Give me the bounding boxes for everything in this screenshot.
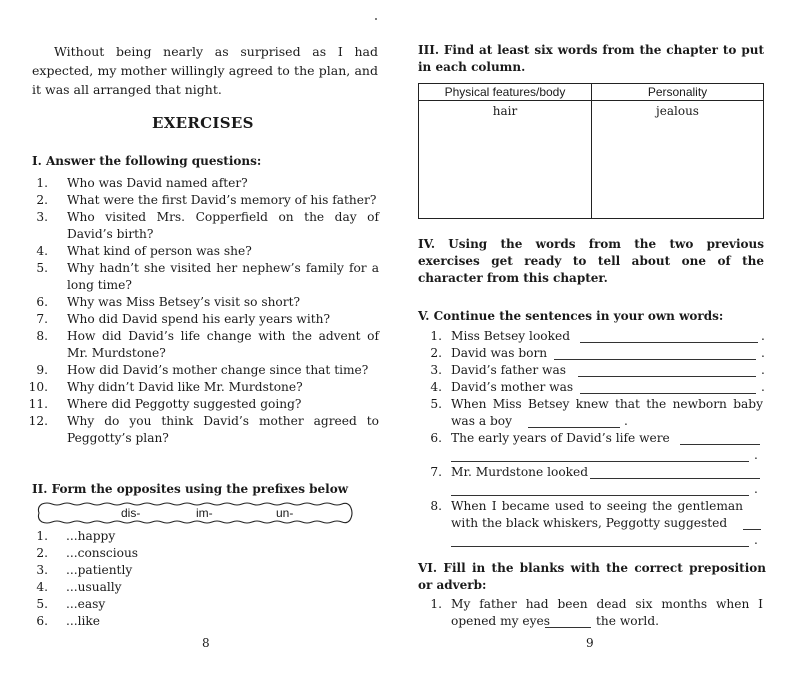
list-item: 6. ...like — [36, 614, 101, 628]
list-item: 3. ...patiently — [36, 563, 133, 577]
exercises-heading: EXERCISES — [152, 114, 254, 132]
list-item: 1. Who was David named after? — [36, 176, 248, 190]
list-item: 7. Mr. Murdstone looked . — [418, 464, 768, 498]
questions-list — [26, 175, 379, 447]
table-cell-personality: jealous — [592, 101, 764, 219]
list-item: 6. The early years of David’s life were . — [418, 430, 768, 464]
sentences-list — [418, 328, 768, 549]
list-item: 2. David was born . — [430, 346, 765, 360]
answer-blank[interactable] — [743, 518, 761, 530]
list-item: 1. My father had been dead six months when I opened my eyes the world. — [430, 597, 763, 628]
list-item: 5. Why hadn’t she visited her nephew’s family for a long time? — [36, 261, 379, 292]
list-item: 3. David’s father was . — [430, 363, 765, 377]
answer-blank[interactable] — [528, 416, 620, 428]
section-5-title: V. Continue the sentences in your own words: — [418, 309, 724, 323]
answer-blank[interactable] — [545, 616, 591, 628]
table-header-personality: Personality — [592, 84, 764, 101]
table-cell-physical: hair — [419, 101, 592, 219]
answer-blank[interactable] — [580, 382, 756, 394]
section-4-title: IV. Using the words from the two previous exercises get ready to tell about one of the character from this chapter. — [418, 237, 764, 285]
prefix-un: un- — [276, 506, 294, 520]
list-item: 5. When Miss Betsey knew that the newborn baby was a boy . — [430, 397, 763, 428]
list-item: 4. ...usually — [36, 580, 122, 594]
list-item: 8. How did David’s life change with the advent of Mr. Murdstone? — [36, 329, 379, 360]
answer-blank[interactable] — [451, 535, 749, 547]
answer-blank[interactable] — [554, 348, 756, 360]
answer-blank[interactable] — [590, 467, 760, 479]
prefix-im: im- — [196, 506, 213, 520]
list-item: 1. ...happy — [36, 529, 116, 543]
list-item: 2. ...conscious — [36, 546, 139, 560]
intro-paragraph: Without being nearly as surprised as I had expected, my mother willingly agreed to the plan, and it was all arranged that night. — [32, 44, 378, 97]
list-item: 11. Where did Peggotty suggested going? — [28, 397, 302, 411]
answer-blank[interactable] — [680, 433, 760, 445]
list-item: 6. Why was Miss Betsey’s visit so short? — [36, 295, 301, 309]
wavy-border — [36, 502, 354, 524]
list-item: 9. How did David’s mother change since that time? — [36, 363, 369, 377]
prefix-box — [36, 502, 354, 524]
list-item: 8. When I became used to seeing the gentleman with the black whiskers, Peggotty suggested . — [418, 498, 768, 549]
list-item: 10. Why didn’t David like Mr. Murdstone? — [28, 380, 303, 394]
answer-blank[interactable] — [578, 365, 756, 377]
prefix-dis: dis- — [121, 506, 141, 520]
section-1-title: I. Answer the following questions: — [32, 154, 262, 168]
section-2-title: II. Form the opposites using the prefixes below — [32, 482, 349, 496]
section-6-title: VI. Fill in the blanks with the correct preposition or adverb: — [418, 561, 766, 592]
page-number-right: 9 — [586, 636, 594, 650]
table-header-physical: Physical features/body — [419, 84, 592, 101]
list-item: 2. What were the first David’s memory of his father? — [36, 193, 377, 207]
list-item: 4. David’s mother was . — [430, 380, 765, 394]
list-item: 12. Why do you think David’s mother agreed to Peggotty’s plan? — [28, 414, 379, 445]
section-3-title: III. Find at least six words from the chapter to put in each column. — [418, 43, 764, 74]
list-item: 3. Who visited Mrs. Copperfield on the day of David’s birth? — [36, 210, 379, 241]
list-item: 5. ...easy — [36, 597, 106, 611]
prefix-items-list — [26, 528, 226, 630]
answer-blank[interactable] — [451, 450, 749, 462]
list-item: 4. What kind of person was she? — [36, 244, 252, 258]
page-number-left: 8 — [202, 636, 210, 650]
list-item: 1. Miss Betsey looked . — [430, 329, 765, 343]
list-item: 7. Who did David spend his early years with? — [36, 312, 331, 326]
answer-blank[interactable] — [451, 484, 749, 496]
answer-blank[interactable] — [580, 331, 758, 343]
features-table — [418, 83, 764, 219]
